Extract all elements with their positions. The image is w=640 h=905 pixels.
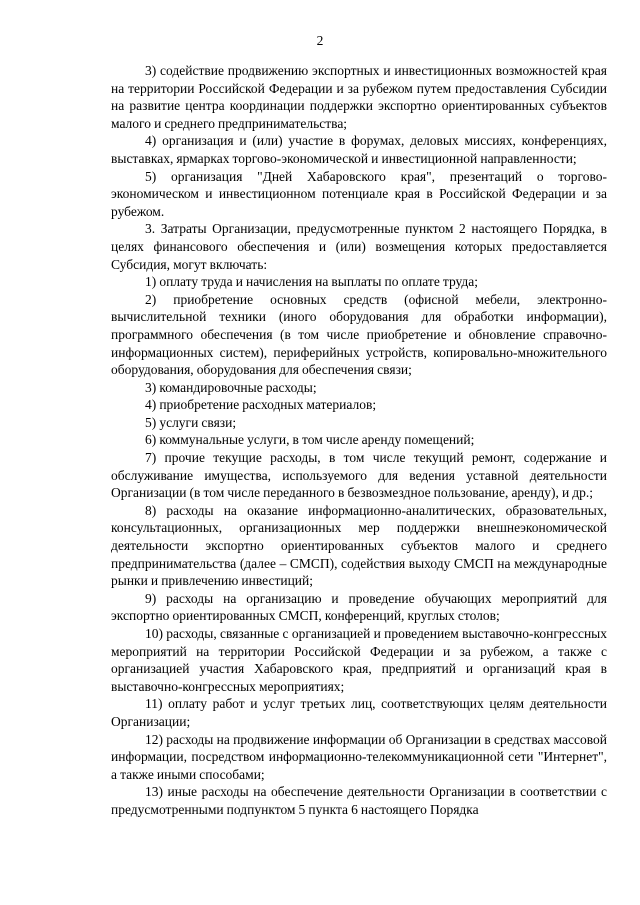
paragraph-clause-3: 3. Затраты Организации, предусмотренные пунктом 2 настоящего Порядка, в целях финансового обеспечения и (или) возмещения которых предоставляется Субсидия, могут включать: [111, 221, 607, 272]
list-item-6: 6) коммунальные услуги, в том числе аренду помещений; [145, 432, 475, 448]
list-item-2: 2) приобретение основных средств (офисной мебели, электронно-вычислительной техники (иного оборудования для обработки информации), программного обеспечения (в том числе приобретение и обновление справочно-информационных систем), периферийных устройств, копировально-множительного оборудования, оборудования для обеспечения связи; [111, 291, 607, 378]
list-item-9: 9) расходы на организацию и проведение обучающих мероприятий для экспортно ориентированных СМСП, конференций, круглых столов; [111, 590, 607, 624]
list-item-3: 3) командировочные расходы; [145, 379, 317, 395]
paragraph-item-4: 4) организация и (или) участие в форумах, деловых миссиях, конференциях, выставках, ярмарках торгово-экономической и инвестиционной направленности; [111, 133, 607, 166]
list-item-12: 12) расходы на продвижение информации об Организации в средствах массовой информации, посредством информационно-телекоммуникационной сети "Интернет", а также иными способами; [111, 731, 607, 782]
paragraph-item-3: 3) содействие продвижению экспортных и инвестиционных возможностей края на территории Российской Федерации и за рубежом путем предоставления Субсидии на развитие центра координации поддержки экспортно ориентированных субъектов малого и среднего предпринимательства; [111, 63, 607, 131]
list-item-8: 8) расходы на оказание информационно-аналитических, образовательных, консультационных, организационных мер поддержки внешнеэкономической деятельности экспортно ориентированных субъектов малого и среднего предпринимательства (далее – СМСП), содействия выходу СМСП на международные рынки и привлечению инвестиций; [111, 502, 607, 589]
list-item-7: 7) прочие текущие расходы, в том числе текущий ремонт, содержание и обслуживание имущества, используемого для ведения уставной деятельности Организации (в том числе переданного в безвозмездное пользование, аренду), и др.; [111, 450, 607, 501]
list-item-4: 4) приобретение расходных материалов; [145, 397, 377, 413]
list-item-5: 5) услуги связи; [145, 414, 237, 430]
paragraph-item-5: 5) организация "Дней Хабаровского края", презентаций о торгово-экономическом и инвестиционном потенциале края в Российской Федерации и за рубежом. [111, 168, 607, 219]
list-item-13: 13) иные расходы на обеспечение деятельности Организации в соответствии с предусмотренными подпунктом 5 пункта 6 настоящего Порядка [111, 784, 607, 817]
list-item-10: 10) расходы, связанные с организацией и проведением выставочно-конгрессных мероприятий на территории Российской Федерации и за рубежом, а также с организацией участия Хабаровского края, предприятий и организаций края в выставочно-конгрессных мероприятиях; [111, 626, 607, 694]
document-body [111, 62, 607, 819]
page-number: 2 [316, 33, 324, 48]
list-item-11: 11) оплату работ и услуг третьих лиц, соответствующих целям деятельности Организации; [111, 696, 607, 729]
list-item-1: 1) оплату труда и начисления на выплаты по оплате труда; [145, 274, 479, 290]
